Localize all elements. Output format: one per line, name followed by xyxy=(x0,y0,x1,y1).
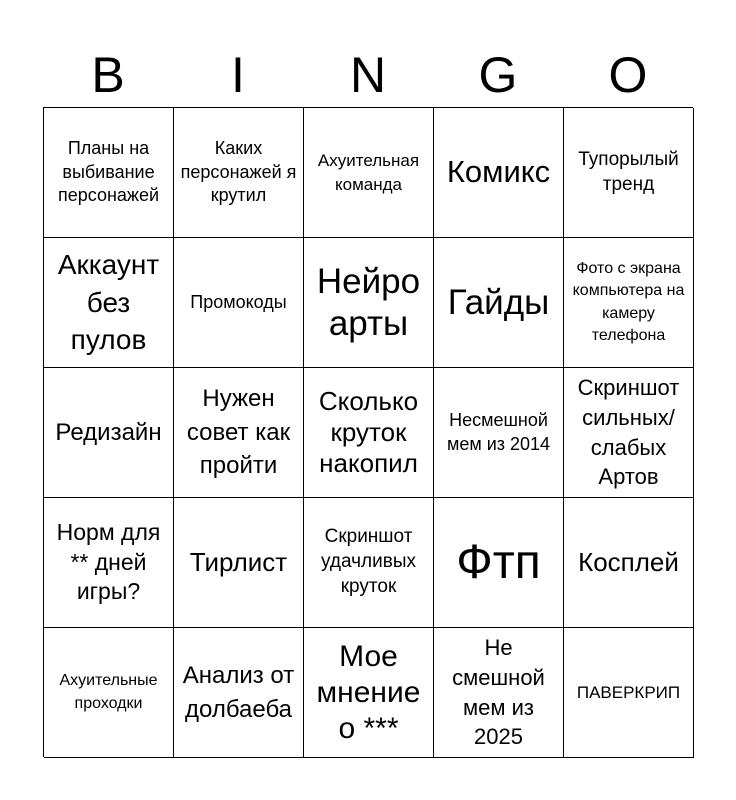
bingo-cell[interactable] xyxy=(44,108,174,238)
bingo-cell-text: Планы на выбивание персонажей xyxy=(57,138,160,206)
header-letter-i: I xyxy=(231,47,245,103)
bingo-cell-text: Ахуительные проходки xyxy=(59,672,158,712)
bingo-cell[interactable] xyxy=(564,238,694,368)
bingo-cell[interactable] xyxy=(304,108,434,238)
bingo-cell-text: Аккаунт без пулов xyxy=(57,248,160,356)
bingo-cell-text: Гайды xyxy=(447,282,550,322)
bingo-cell[interactable] xyxy=(304,628,434,758)
bingo-cell[interactable] xyxy=(174,238,304,368)
bingo-cell[interactable] xyxy=(174,368,304,498)
bingo-cell-text: Тирлист xyxy=(189,546,288,577)
bingo-cell-text: Редизайн xyxy=(55,418,162,446)
bingo-cell-text: Ахуительная команда xyxy=(317,150,420,194)
bingo-cell-text: Несмешной мем из 2014 xyxy=(446,410,551,454)
header-letter-n: N xyxy=(349,47,387,103)
bingo-header xyxy=(43,44,693,106)
bingo-cell-text: Фтп xyxy=(456,535,541,589)
bingo-cell-text: Косплей xyxy=(578,546,679,577)
bingo-cell[interactable] xyxy=(44,628,174,758)
bingo-cell[interactable] xyxy=(564,628,694,758)
bingo-cell-text: Промокоды xyxy=(190,291,287,312)
bingo-cell-text: Не смешной мем из 2025 xyxy=(452,635,545,750)
bingo-cell-text: Скриншот удачливых круток xyxy=(321,526,416,597)
bingo-cell[interactable] xyxy=(564,108,694,238)
bingo-cell-text: Норм для ** дней игры? xyxy=(56,518,161,605)
bingo-cell[interactable] xyxy=(304,238,434,368)
bingo-cell[interactable] xyxy=(434,108,564,238)
bingo-cell-text: Анализ от долбаеба xyxy=(182,661,295,723)
bingo-cell[interactable] xyxy=(434,368,564,498)
bingo-cell[interactable] xyxy=(44,498,174,628)
bingo-cell[interactable] xyxy=(564,368,694,498)
bingo-cell[interactable] xyxy=(304,498,434,628)
bingo-cell[interactable] xyxy=(174,628,304,758)
header-letter-o: O xyxy=(608,47,648,103)
bingo-cell[interactable] xyxy=(304,368,434,498)
bingo-cell-text: ПАВЕРКРИП xyxy=(576,682,681,702)
bingo-cell[interactable] xyxy=(174,498,304,628)
bingo-cell-text: Тупорылый тренд xyxy=(578,148,679,195)
bingo-cell[interactable] xyxy=(564,498,694,628)
bingo-cell-text: Скриншот сильных/ слабых Артов xyxy=(577,375,680,490)
header-letter-g: G xyxy=(478,47,518,103)
header-letter-b: B xyxy=(91,47,125,103)
bingo-cell-text: Каких персонажей я крутил xyxy=(180,138,297,206)
bingo-cell[interactable] xyxy=(44,368,174,498)
bingo-cell[interactable] xyxy=(434,628,564,758)
bingo-cell-text: Фото с экрана компьютера на камеру телефона xyxy=(572,259,685,344)
bingo-cell-text: Мое мнение о *** xyxy=(316,639,421,745)
bingo-board xyxy=(43,107,693,757)
bingo-cell-text: Нужен совет как пройти xyxy=(186,385,291,480)
bingo-cell-text: Нейро арты xyxy=(316,261,421,343)
bingo-cell[interactable] xyxy=(434,498,564,628)
bingo-cell[interactable] xyxy=(44,238,174,368)
bingo-cell-text: Комикс xyxy=(446,154,551,190)
bingo-cell-text: Сколько круток накопил xyxy=(318,385,419,479)
bingo-cell[interactable] xyxy=(434,238,564,368)
bingo-cell[interactable] xyxy=(174,108,304,238)
